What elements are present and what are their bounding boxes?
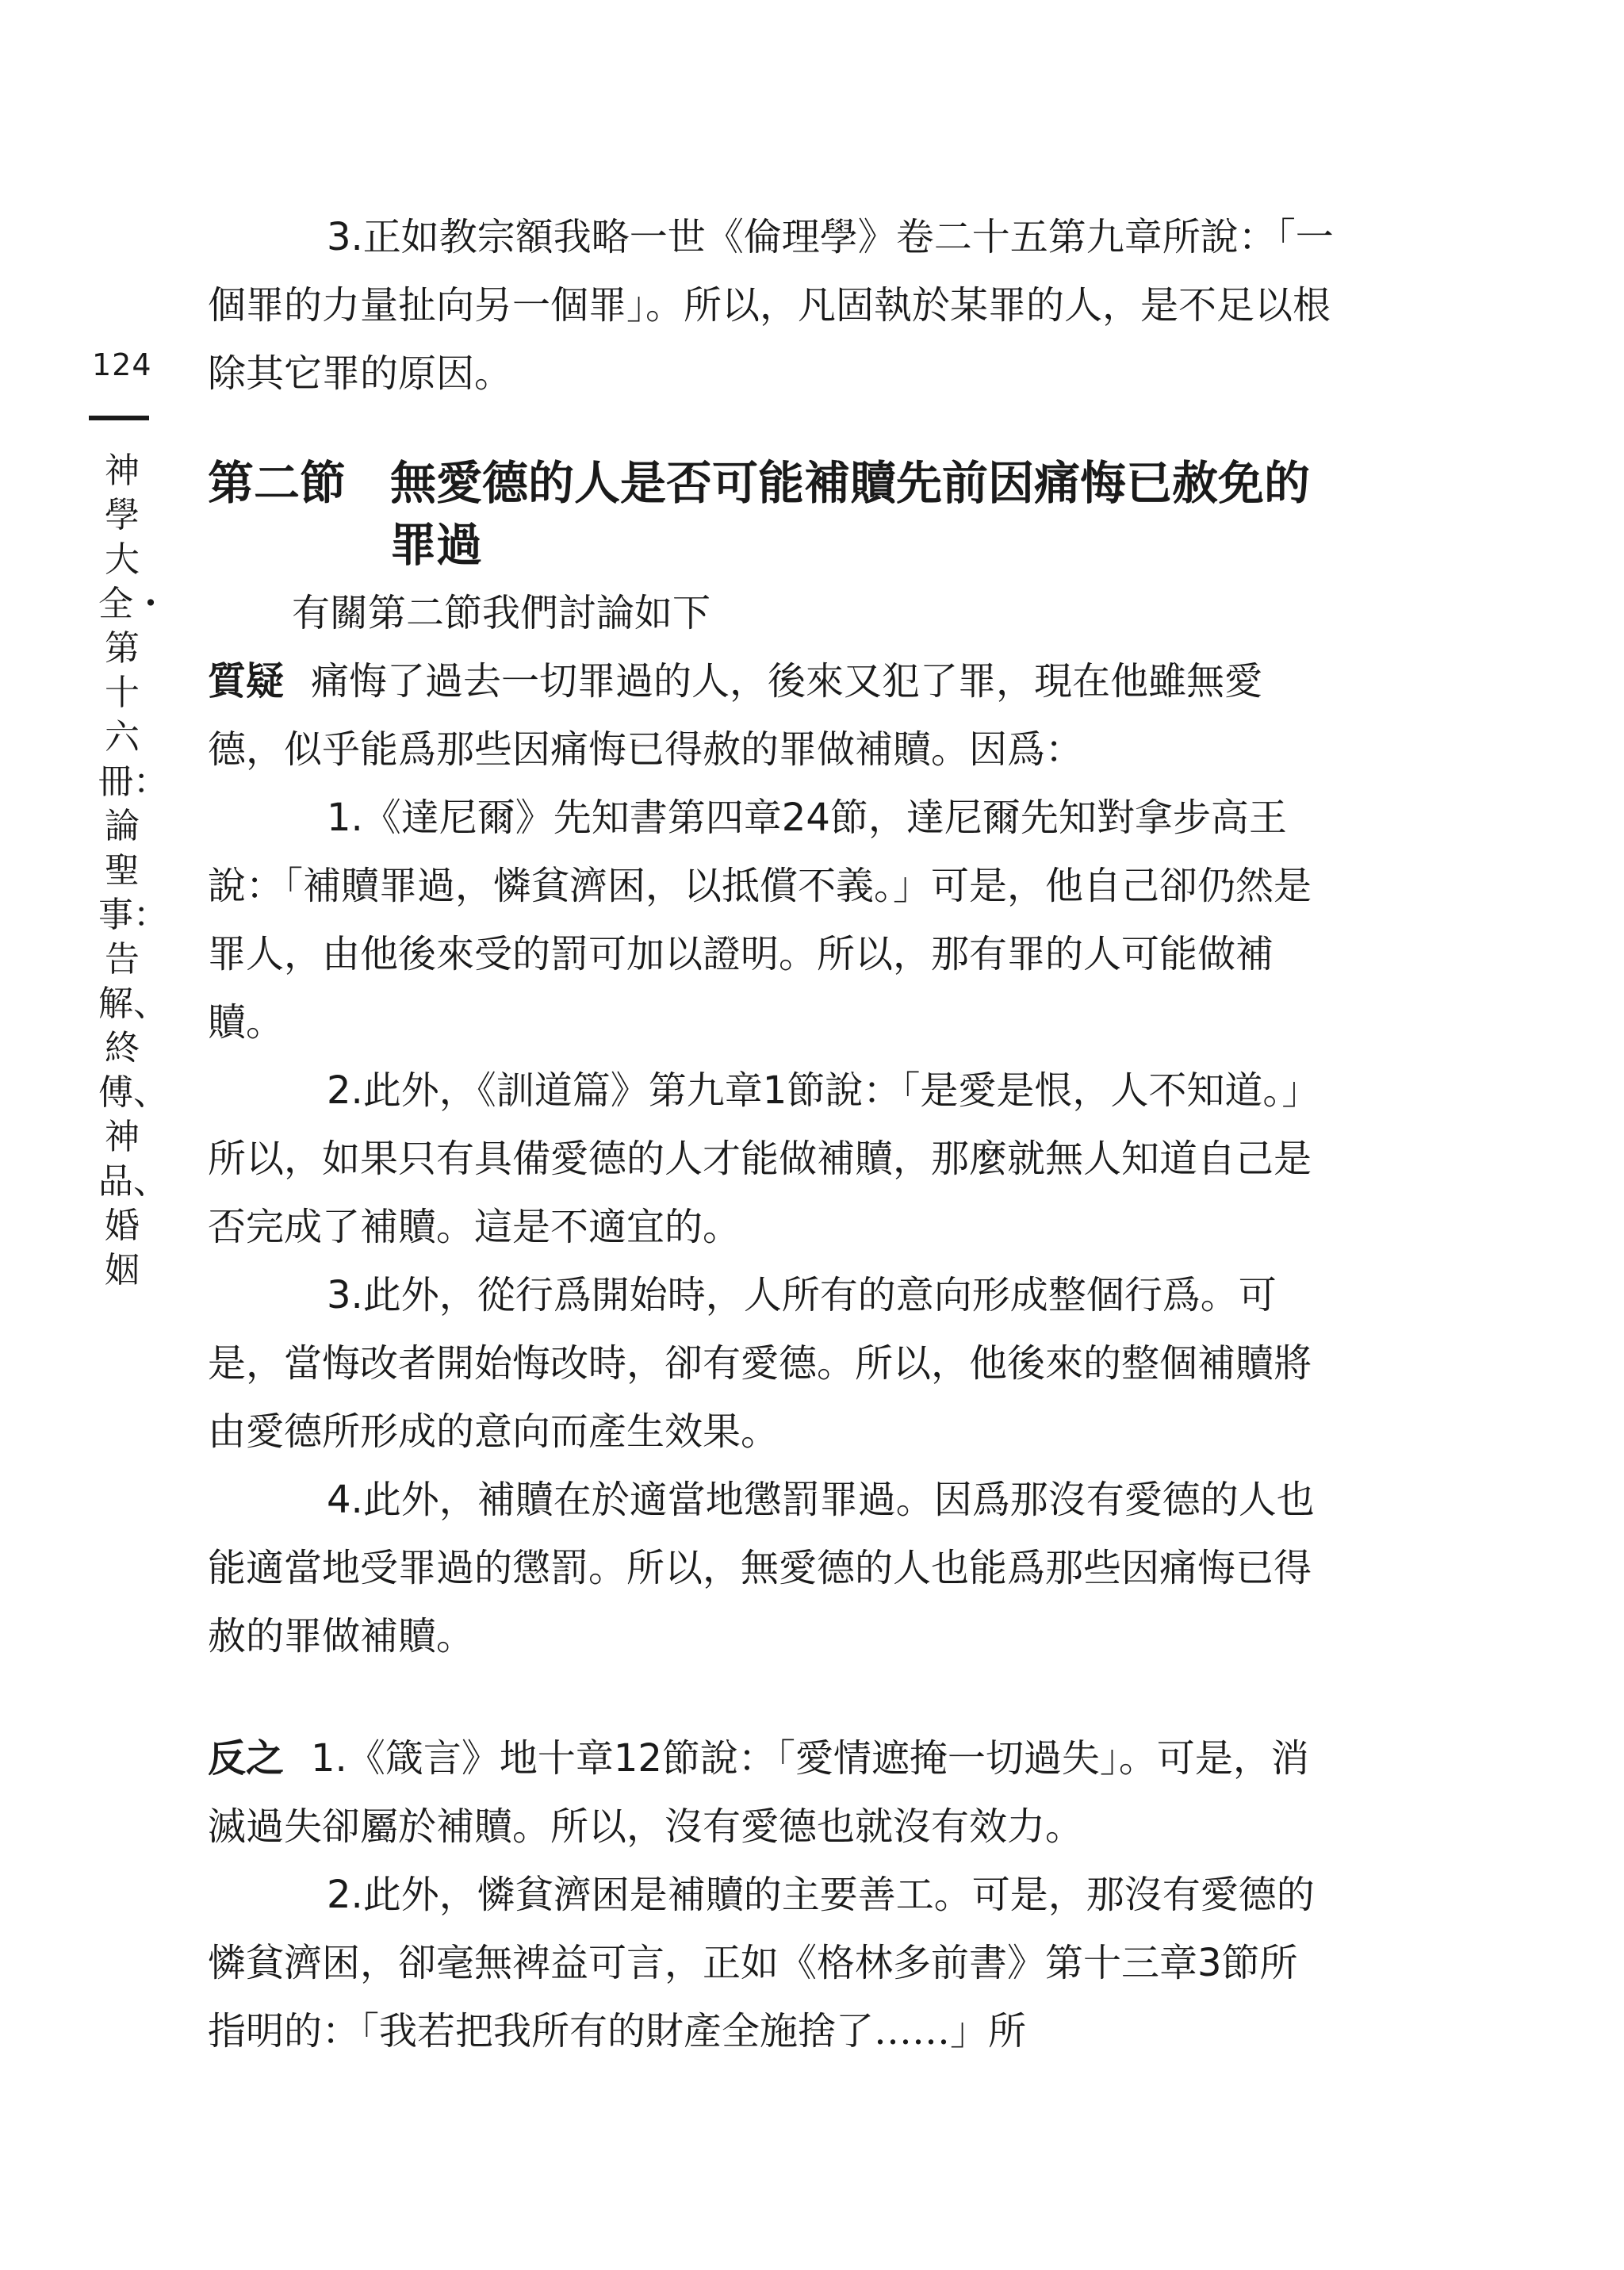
objections-text: 痛悔了過去一切罪過的人，後來又犯了罪，現在他雖無愛德，似乎能爲那些因痛悔已得赦的罪做補贖。因爲： <box>208 659 1263 772</box>
objection-1-text: 1.《達尼爾》先知書第四章24節，達尼爾先知對拿步高王說： <box>208 796 1287 908</box>
sed-contra-label: 反之 <box>208 1736 285 1781</box>
sed-contra-2-rest: 所 <box>988 2009 1027 2053</box>
objection-1-rest: 可是，他自己卻仍然是罪人，由他後來受的罰可加以證明。所以，那有罪的人可能做補贖。 <box>208 864 1312 1045</box>
objection-2 <box>208 1056 1334 1261</box>
objection-4 <box>208 1466 1334 1670</box>
section-number: 第二節 <box>208 456 347 510</box>
sed-contra-2-text: 2.此外，憐貧濟困是補贖的主要善工。可是，那沒有愛德的憐貧濟困，卻毫無裨益可言，正如《格林多前書》第十三章3節所指明的： <box>208 1873 1315 2053</box>
margin-rule <box>89 416 149 420</box>
objections-label: 質疑 <box>208 659 285 704</box>
objection-1 <box>208 784 1334 1056</box>
objection-2-rest: 所以，如果只有具備愛德的人才能做補贖，那麼就無人知道自己是否完成了補贖。這是不適宜的。 <box>208 1137 1312 1249</box>
page-body <box>208 203 1334 2065</box>
running-head: 神學大全・第十六冊：論聖事：告解、終傅、神品、婚姻 <box>98 451 168 1290</box>
section-heading <box>208 452 1334 576</box>
objection-2-text: 2.此外，《訓道篇》第九章1節說： <box>327 1068 902 1113</box>
spacer <box>208 1670 1334 1724</box>
objection-3-text: 3.此外，從行爲開始時，人所有的意向形成整個行爲。可是，當悔改者開始悔改時，卻有愛德。所以，他後來的整個補贖將由愛德所形成的意向而產生效果。 <box>208 1273 1312 1454</box>
objection-3 <box>208 1261 1334 1466</box>
sed-contra-2-quote: 「我若把我所有的財產全施捨了……」 <box>360 2009 989 2053</box>
sed-contra-1-rest: 。可是，消滅過失卻屬於補贖。所以，沒有愛德也就沒有效力。 <box>208 1736 1309 1849</box>
objection-1-quote: 「補贖罪過，憐貧濟困，以抵償不義。」 <box>284 864 932 908</box>
carryover-paragraph: 3.正如教宗額我略一世《倫理學》卷二十五第九章所說：「一個罪的力量扯向另一個罪」。所以，凡固執於某罪的人，是不足以根除其它罪的原因。 <box>208 215 1334 396</box>
objections-lead <box>208 647 1334 784</box>
page-number: 124 <box>92 347 152 382</box>
section-title: 無愛德的人是否可能補贖先前因痛悔已赦免的罪過 <box>390 456 1311 572</box>
sed-contra-1-quote: 「愛情遮掩一切過失」 <box>776 1736 1119 1781</box>
sed-contra-1 <box>208 1724 1334 1861</box>
sed-contra-1-text: 1.《箴言》地十章12節說： <box>311 1736 776 1781</box>
sed-contra-2 <box>208 1861 1334 2065</box>
objection-4-text: 4.此外，補贖在於適當地懲罰罪過。因爲那沒有愛德的人也能適當地受罪過的懲罰。所以，無愛德的人也能爲那些因痛悔已得赦的罪做補贖。 <box>208 1478 1315 1658</box>
objection-2-quote: 「是愛是恨，人不知道。」 <box>901 1068 1320 1113</box>
section-intro: 有關第二節我們討論如下 <box>292 591 711 635</box>
